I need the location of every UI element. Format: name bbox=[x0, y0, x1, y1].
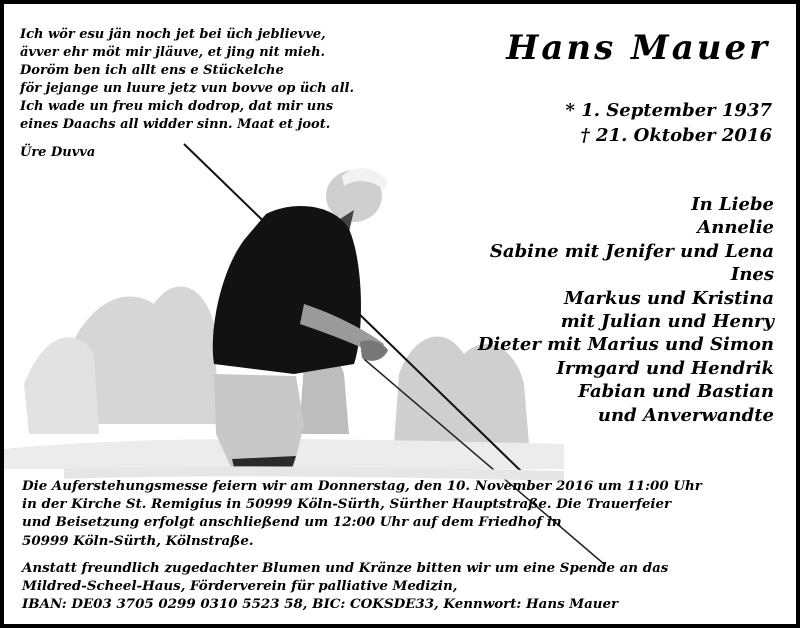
service-line: 50999 Köln-Sürth, Kölnstraße. bbox=[22, 532, 254, 549]
mourner-line: mit Julian und Henry bbox=[560, 311, 774, 333]
poem-line: Ich wade un freu mich dodrop, dat mir uns bbox=[20, 99, 334, 114]
donation-request bbox=[22, 559, 792, 614]
mourner-line: Dieter mit Marius und Simon bbox=[477, 334, 774, 356]
mourner-line: Markus und Kristina bbox=[563, 287, 774, 309]
mourner-line: In Liebe bbox=[691, 194, 774, 215]
life-dates bbox=[566, 98, 772, 148]
mourner-line: Fabian und Bastian bbox=[578, 381, 774, 403]
deceased-name: Hans Mauer bbox=[506, 28, 770, 68]
mourner-line: Annelie bbox=[697, 217, 774, 239]
poem-line: för jejange un luure jetz vun bovve op üch all. bbox=[20, 81, 354, 96]
poem-line: Doröm ben ich allt ens e Stückelche bbox=[20, 63, 284, 78]
poem-signature: Üre Duvva bbox=[20, 145, 96, 160]
poem-line: eines Daachs all widder sinn. Maat et joot. bbox=[20, 117, 331, 132]
poem-line: Ich wör esu jän noch jet bei üch jeblievve, bbox=[20, 27, 326, 42]
poem-block bbox=[20, 26, 440, 162]
donation-line: Mildred-Scheel-Haus, Förderverein für palliative Medizin, bbox=[22, 578, 458, 595]
mourner-line: und Anverwandte bbox=[597, 404, 774, 426]
mourner-line: Sabine mit Jenifer und Lena bbox=[489, 240, 774, 262]
service-line: und Beisetzung erfolgt anschließend um 12:00 Uhr auf dem Friedhof in bbox=[22, 514, 562, 531]
mourner-line: Ines bbox=[730, 264, 774, 286]
donation-line: Anstatt freundlich zugedachter Blumen und Kränze bitten wir um eine Spende an das bbox=[22, 560, 669, 576]
birth-date: * 1. September 1937 bbox=[565, 100, 772, 121]
mourner-line: Irmgard und Hendrik bbox=[556, 357, 774, 379]
poem-line: ävver ehr möt mir jläuve, et jing nit mieh. bbox=[20, 45, 326, 60]
death-date: † 21. Oktober 2016 bbox=[580, 125, 772, 146]
family-mourners bbox=[478, 193, 774, 427]
donation-line: IBAN: DE03 3705 0299 0310 5523 58, BIC: COKSDE33, Kennwort: Hans Mauer bbox=[22, 596, 619, 613]
service-line: in der Kirche St. Remigius in 50999 Köln-Sürth, Sürther Hauptstraße. Die Trauerfeier bbox=[22, 496, 672, 513]
service-announcement bbox=[22, 477, 792, 550]
service-line: Die Auferstehungsmesse feiern wir am Donnerstag, den 10. November 2016 um 11:00 Uhr bbox=[22, 478, 702, 494]
